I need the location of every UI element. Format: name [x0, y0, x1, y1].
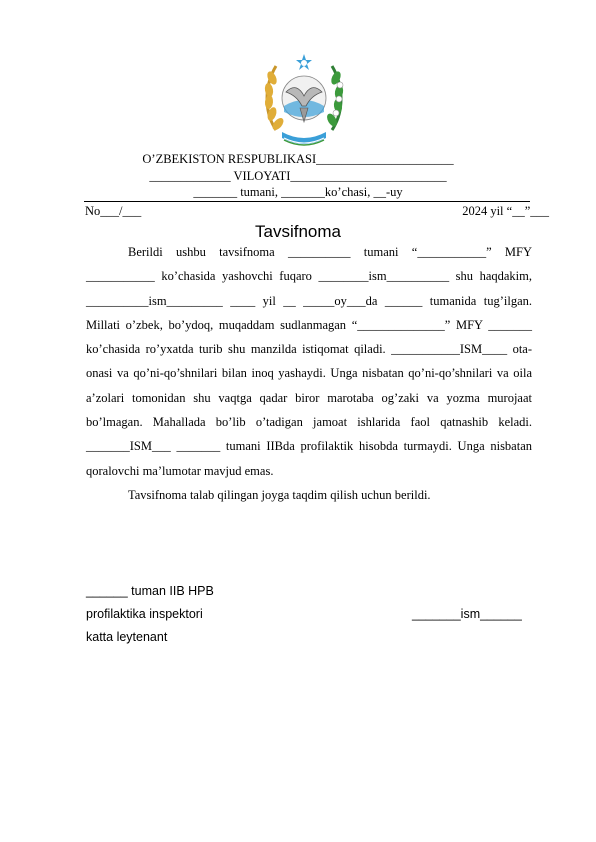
- body-paragraph-main: Berildi ushbu tavsifnoma __________ tumani “___________” MFY ___________ ko’chasida yashovchi fuqaro ________ism__________ shu haqdakim, __________ism_________ ____ yil __ _____oy___da ______ tumanida tug’ilgan. Millati o’zbek, bo’ydoq, muqaddam sudlanmagan “______________” MFY _______ ko’chasida ro’yxatda turib shu manzilda istiqomat qiladi. ___________ISM____ ota-onasi va qo’ni-qo’shnilari bilan inoq yashaydi. Unga nisbatan qo’ni-qo’shnilari va oila a’zolari tomonidan shu vaqtga qadar biror marotaba og’zaki va yozma murojaat bo’lmagan. Mahallada bo’lib o’tadigan jamoat ishlarida faol qatnashib keladi. _______ISM___ _______ tumani IIBda profilaktik hisobda turmaydi. Unga nisbatan qoralovchi ma’lumotar mavjud emas.: [86, 245, 532, 478]
- signature-name: _______ism______: [412, 607, 522, 621]
- header-line-address: _______ tumani, _______ko’chasi, __-uy: [193, 185, 403, 199]
- header-line-region: _____________ VILOYATI_________________________: [149, 169, 447, 183]
- signature-line-department: ______ tuman IIB HPB: [86, 584, 214, 598]
- header-divider: [84, 201, 530, 202]
- document-date: 2024 yil “__”___: [462, 204, 549, 218]
- document-number: No___/___: [85, 204, 142, 218]
- uzbekistan-emblem-icon: [262, 52, 346, 148]
- body-paragraph-closing: Tavsifnoma talab qilingan joyga taqdim qilish uchun berildi.: [128, 487, 431, 502]
- signature-line-position: profilaktika inspektori: [86, 607, 203, 621]
- document-body: [86, 240, 532, 507]
- header-line-country: O’ZBEKISTON RESPUBLIKASI______________________: [142, 152, 454, 166]
- signature-line-rank: katta leytenant: [86, 630, 168, 644]
- document-title: Tavsifnoma: [255, 222, 341, 241]
